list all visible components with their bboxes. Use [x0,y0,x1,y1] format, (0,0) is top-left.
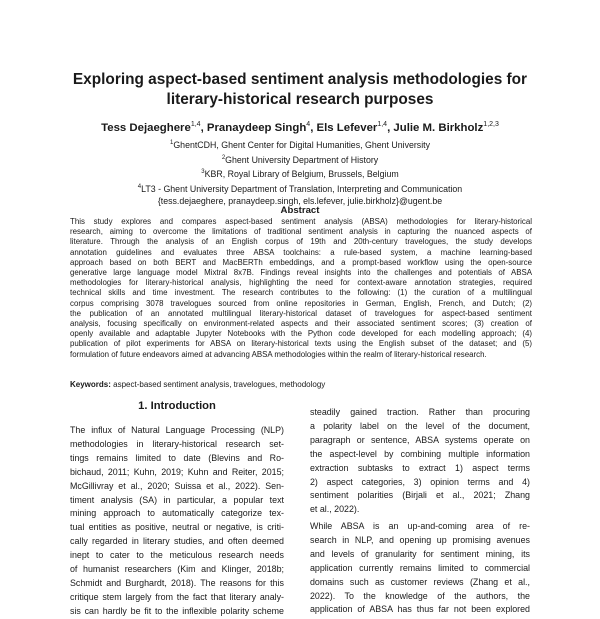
abstract-line: This study explores and compares aspect-based sentiment analysis (ABSA) methodologies for literary-historical [70,217,532,226]
body-line: the aspect-level by combining multiple information [310,448,530,459]
body-line: The influx of Natural Language Processing (NLP) [70,425,284,435]
keywords [70,380,325,389]
author-affiliation-marker: 4 [306,121,311,128]
body-line: application of ABSA has thus far not been explored [310,604,530,615]
keywords-label: Keywords: [70,380,111,389]
affiliation-line: $^2$Ghent University Department of History [221,154,379,165]
body-line: critique stem largely from the fact that literary analy- [70,591,284,602]
abstract-line: openly available and adaptable Jupyter Notebooks with the Python code developed for each modelling approach; (4) [70,329,532,339]
abstract-heading: Abstract [280,205,320,216]
body-line: extraction subtasks to extract 1) aspect terms [310,462,530,473]
author-emails: {tess.dejaeghere, pranaydeep.singh, els.lefever, julie.birkholz}@ugent.be [157,196,443,207]
abstract-line: analysis, focusing specifically on environment-related aspects and their associated sentiment scores; (3) creation of [70,319,532,329]
abstract-line: publication of pilot experiments for ABSA on literary-historical texts using the English subset of the dataset; and (5) [70,339,532,349]
abstract-body [70,217,532,360]
body-line: tual entities as positive, neutral or negative, is criti- [70,522,284,533]
affiliation-line: $^4$LT3 - Ghent University Department of Translation, Interpreting and Communication [137,183,463,194]
paper-title-line-2: literary-historical research purposes [166,91,434,108]
affiliation-list [40,137,560,208]
abstract-line: formulation of future endeavors aimed at advancing ABSA methodologies within the realm of literary-historical research. [70,349,487,359]
body-line: 2) aspect categories, 3) opinion terms and 4) [310,476,530,487]
right-column-paragraph-1 [310,406,530,517]
body-line: Schmidt and Burghardt, 2018). The reasons for this [70,577,284,588]
body-line: 2022). To the knowledge of the authors, the [310,590,530,601]
abstract-line: research, aiming to overcome the limitations of traditional sentiment analysis in capturing the nuanced aspects of [70,227,532,237]
body-line: inept to cater to the meticulous research needs [70,550,284,561]
body-line: of humanist researchers (Kim and Klinger, 2018b; [70,564,284,575]
abstract-line: the publication of an annotated multilingual literary-historical dataset of travelogues for aspect-based sentiment [70,308,532,318]
body-line: mining approach to automatically categorize tex- [70,508,284,519]
affiliation-line: $^1$GhentCDH, Ghent Center for Digital Humanities, Ghent University [169,139,431,150]
abstract-line: generative large language model Mixtral 8x7B. Findings reveal insights into the challenges and potentials of ABSA [70,268,532,278]
abstract-line: corpus comprising 3078 travelogues sourced from online repositories in German, English, French, and Dutch; (2) [70,298,532,308]
abstract-line: annotation guidelines and evaluates three ABSA toolchains: a rule-based system, a machine learning-based [70,247,532,257]
body-line: search in NLP, and opening up promising avenues [310,534,530,545]
author-affiliation-marker: 1,4 [377,121,388,128]
body-line: cally regarded in literary studies, and often deemed [70,536,284,547]
body-line: sentiment polarities (Birjali et al., 2021; Zhang [310,490,530,501]
body-line: bichaud, 2011; Kuhn, 2019; Kuhn and Reiter, 2015; [70,466,284,477]
left-column-text [70,424,284,619]
paper-title-line-1: Exploring aspect-based sentiment analysis methodologies for [72,71,528,88]
body-line: timent analysis (SA) in particular, a popular text [70,494,284,505]
keywords-text: aspect-based sentiment analysis, travelogues, methodology [113,380,326,389]
body-line: and levels of granularity for sentiment mining, its [310,548,530,559]
body-line: McGillivray et al., 2020; Suissa et al., 2022). Sen- [70,480,284,491]
body-line: tings remains limited to date (Blevins and Ro- [70,452,284,463]
body-line: et al., 2022). [310,504,360,515]
body-line: steadily gained traction. Rather than procuring [310,407,530,417]
abstract-line: technical skills and time investment. The research contributes to the following: (1) the curation of a multilingual [70,288,532,298]
author-list: Tess Dejaeghere$^{1,4}$, Pranaydeep Singh$^4$, Els Lefever$^{1,4}$, Julie M. Birkholz$^{1,2,3}$ [101,121,499,134]
right-column-paragraph-2 [310,520,530,617]
abstract-line: approach based on both BERT and MacBERTh embeddings, and a prompt-based workflow using the open-source [70,257,532,267]
body-line: paragraph or sentence, ABSA systems operate on [310,434,530,445]
body-line: a polarity label on the level of the document, [310,420,530,431]
section-heading-introduction: 1. Introduction [138,400,216,412]
body-line: sis can hardly be fit to the inflexible polarity scheme [70,605,284,616]
author-affiliation-marker: 1,4 [190,121,201,128]
affiliation-line: $^3$KBR, Royal Library of Belgium, Brussels, Belgium [201,168,399,179]
body-line: application currently remains limited to commercial [310,562,530,573]
author-name: Els Lefever [316,121,378,134]
abstract-line: literature. Through the analysis of an English corpus of 19th and 20th-century travelogues, the study develops [70,237,532,247]
body-line: While ABSA is an up-and-coming area of re- [310,521,530,531]
author-affiliation-marker: 1,2,3 [483,121,499,128]
author-name: Tess Dejaeghere [101,121,191,134]
author-name: Julie M. Birkholz [393,121,484,134]
paper-title [40,70,560,110]
author-name: Pranaydeep Singh [206,121,307,134]
body-line: domains such as customer reviews (Zhang et al., [310,576,530,587]
body-line: methodologies in literary-historical research set- [70,438,284,449]
abstract-line: methodologies for literary-historical analysis, highlighting the need for context-aware annotation strategies, required [70,278,532,288]
